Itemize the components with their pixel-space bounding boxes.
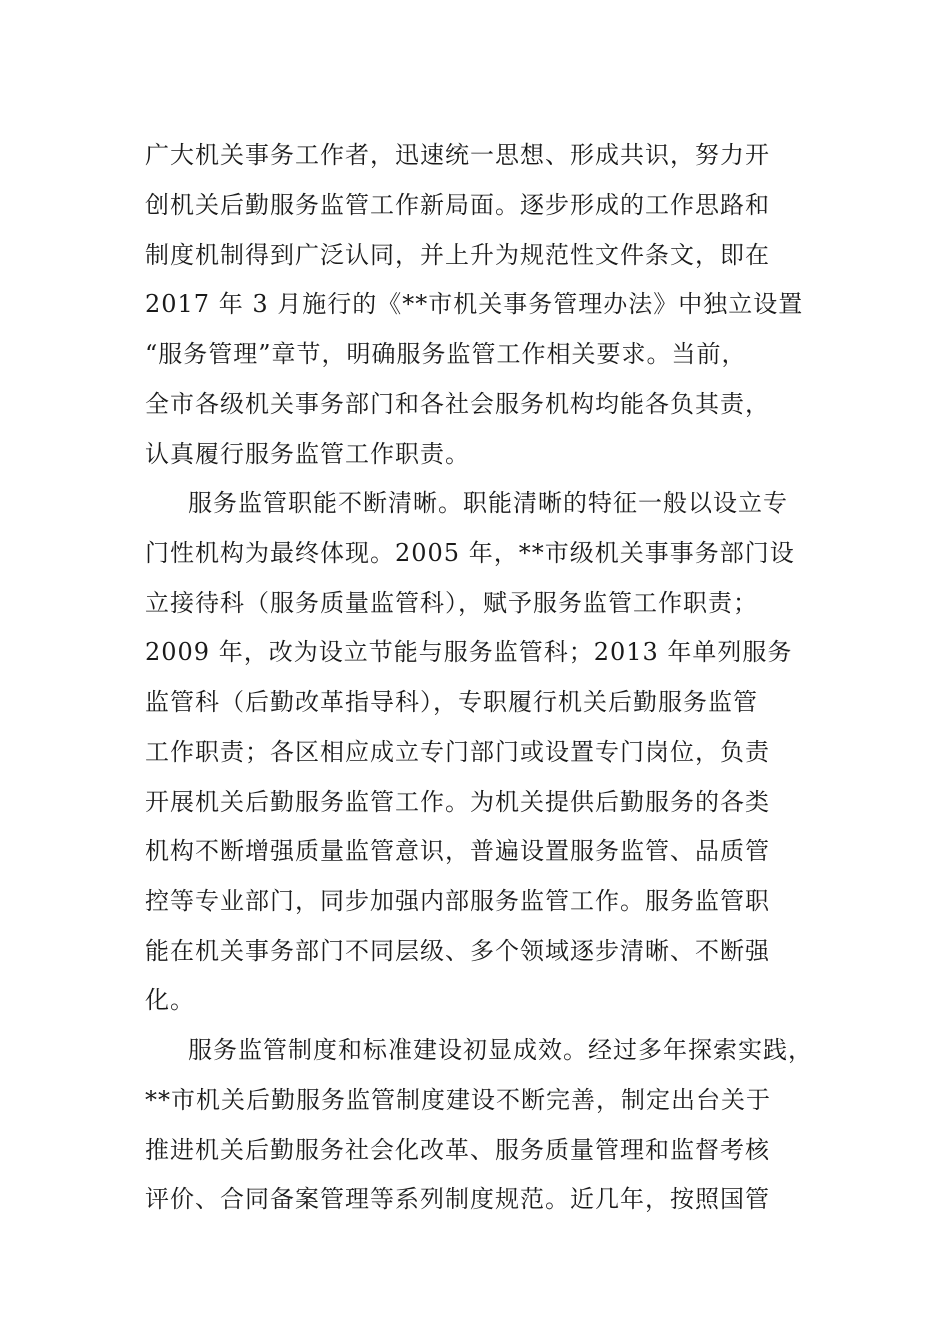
- text-line: 评价、合同备案管理等系列制度规范。近几年，按照国管: [145, 1185, 770, 1213]
- text-line: 推进机关后勤服务社会化改革、服务质量管理和监督考核: [145, 1136, 770, 1164]
- text-line: 门性机构为最终体现。2005 年，**市级机关事事务部门设: [145, 539, 795, 567]
- text-line: 创机关后勤服务监管工作新局面。逐步形成的工作思路和: [145, 191, 770, 219]
- text-line: 控等专业部门，同步加强内部服务监管工作。服务监管职: [145, 887, 770, 915]
- text-line: 全市各级机关事务部门和各社会服务机构均能各负其责，: [145, 390, 770, 418]
- text-line: 2017 年 3 月施行的《**市机关事务管理办法》中独立设置: [145, 290, 804, 318]
- text-line: 能在机关事务部门不同层级、多个领域逐步清晰、不断强: [145, 937, 770, 965]
- text-line: 认真履行服务监管工作职责。: [145, 440, 470, 468]
- text-line: 机构不断增强质量监管意识，普遍设置服务监管、品质管: [145, 837, 770, 865]
- text-line: **市机关后勤服务监管制度建设不断完善，制定出台关于: [145, 1086, 771, 1114]
- text-line: 监管科（后勤改革指导科），专职履行机关后勤服务监管: [145, 688, 758, 716]
- text-line: 立接待科（服务质量监管科），赋予服务监管工作职责；: [145, 589, 758, 617]
- paragraph-first-line: 服务监管制度和标准建设初显成效。经过多年探索实践，: [188, 1036, 813, 1064]
- text-line: 制度机制得到广泛认同，并上升为规范性文件条文，即在: [145, 241, 770, 269]
- text-line: 工作职责；各区相应成立专门部门或设置专门岗位，负责: [145, 738, 770, 766]
- text-line: “服务管理”章节，明确服务监管工作相关要求。当前，: [145, 340, 747, 368]
- text-line: 2009 年，改为设立节能与服务监管科；2013 年单列服务: [145, 638, 793, 666]
- text-line: 化。: [145, 986, 195, 1014]
- text-line: 开展机关后勤服务监管工作。为机关提供后勤服务的各类: [145, 788, 770, 816]
- text-line: 广大机关事务工作者，迅速统一思想、形成共识，努力开: [145, 141, 770, 169]
- paragraph-first-line: 服务监管职能不断清晰。职能清晰的特征一般以设立专: [188, 489, 788, 517]
